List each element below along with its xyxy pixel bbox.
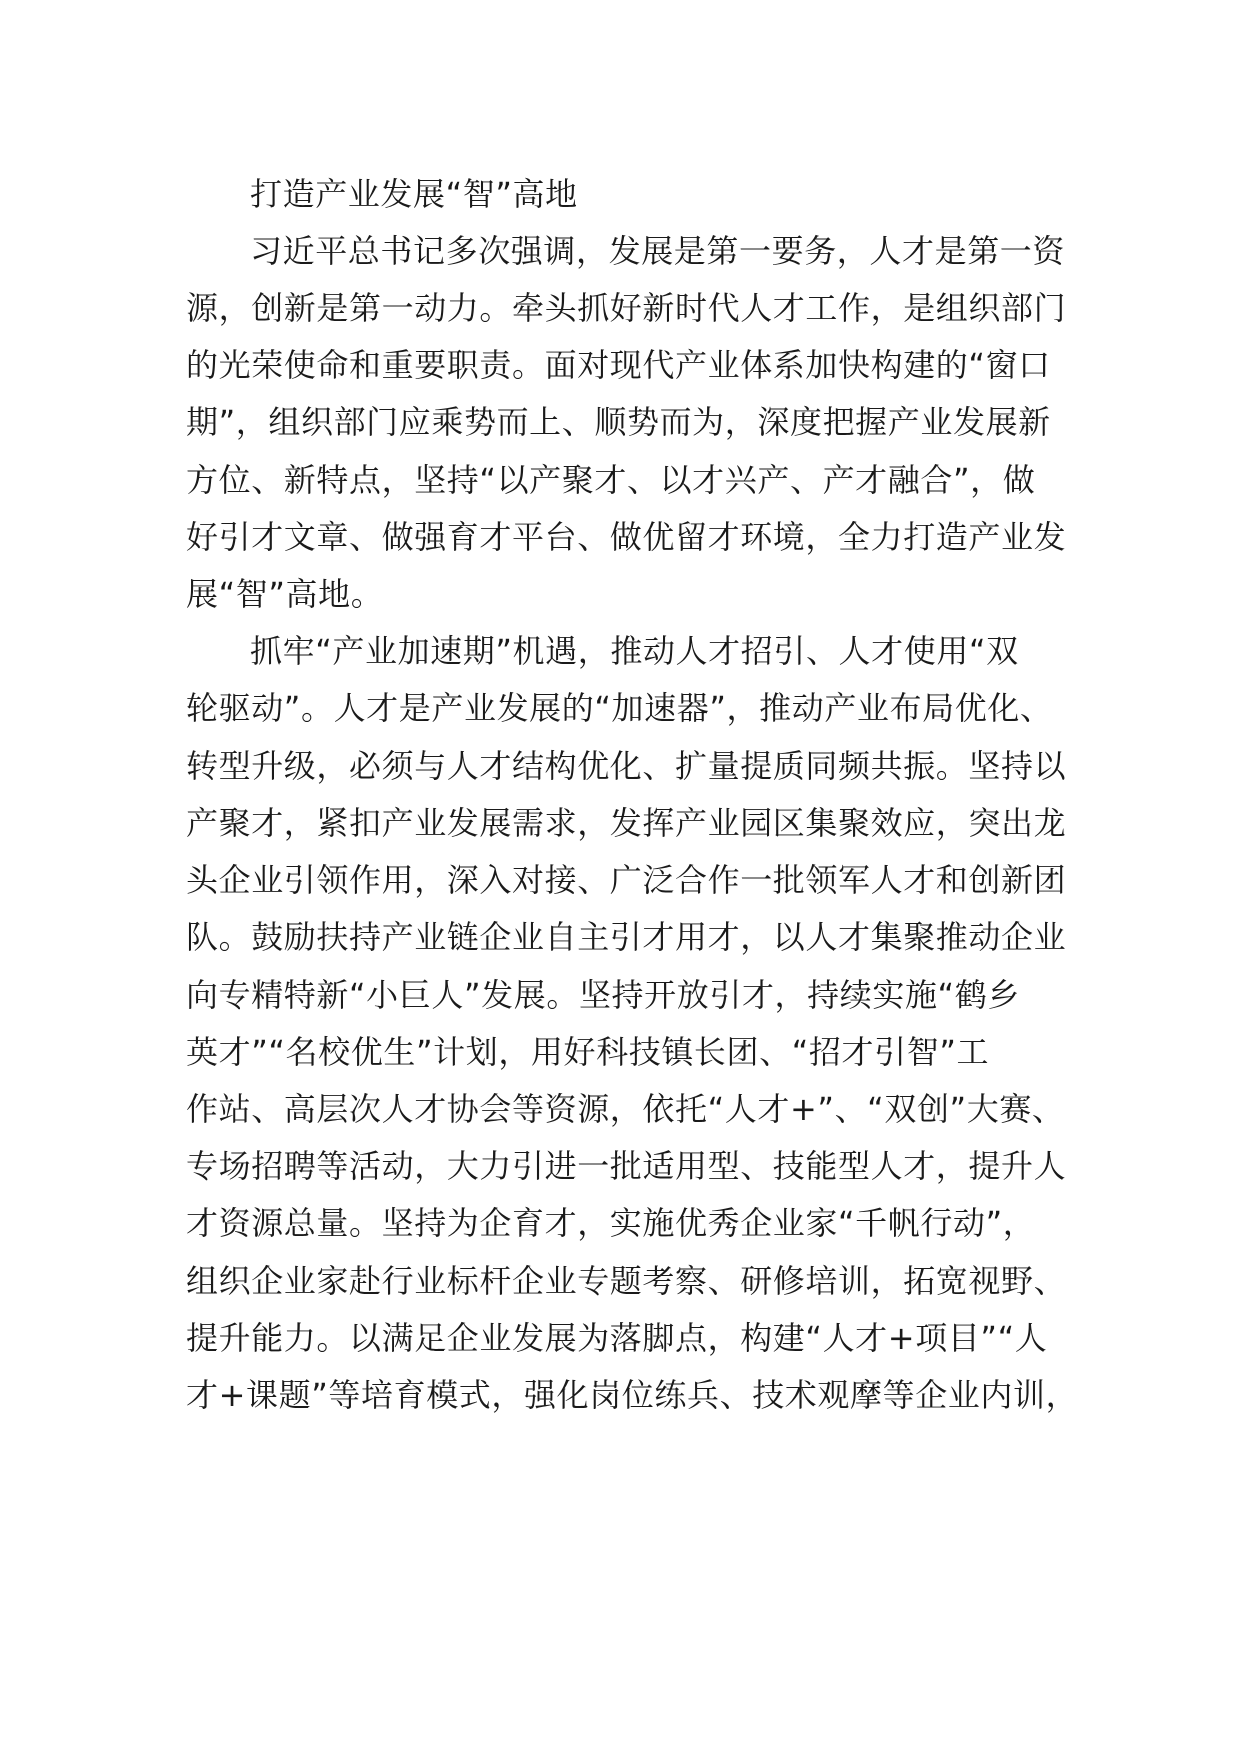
- paragraph-line: 队。鼓励扶持产业链企业自主引才用才，以人才集聚推动企业: [186, 918, 1067, 956]
- paragraph-line: 源，创新是第一动力。牵头抓好新时代人才工作，是组织部门: [186, 289, 1067, 327]
- paragraph-line: 习近平总书记多次强调，发展是第一要务，人才是第一资: [250, 232, 1066, 270]
- paragraph-line: 的光荣使命和重要职责。面对现代产业体系加快构建的“窗口: [186, 346, 1051, 384]
- document-title: 打造产业发展“智”高地: [250, 175, 578, 213]
- paragraph-line: 向专精特新“小巨人”发展。坚持开放引才，持续实施“鹤乡: [186, 976, 1020, 1014]
- paragraph-line: 提升能力。以满足企业发展为落脚点，构建“人才+项目”“人: [186, 1319, 1048, 1357]
- paragraph-line: 好引才文章、做强育才平台、做优留才环境，全力打造产业发: [186, 518, 1067, 556]
- paragraph-line: 抓牢“产业加速期”机遇，推动人才招引、人才使用“双: [250, 632, 1019, 670]
- paragraph-line: 专场招聘等活动，大力引进一批适用型、技能型人才，提升人: [186, 1147, 1067, 1185]
- paragraph-line: 头企业引领作用，深入对接、广泛合作一批领军人才和创新团: [186, 861, 1067, 899]
- paragraph-line: 作站、高层次人才协会等资源，依托“人才+”、“双创”大赛、: [186, 1090, 1065, 1128]
- paragraph-line: 期”，组织部门应乘势而上、顺势而为，深度把握产业发展新: [186, 403, 1051, 441]
- paragraph-line: 展“智”高地。: [186, 575, 384, 613]
- paragraph-line: 英才”“名校优生”计划，用好科技镇长团、“招才引智”工: [186, 1033, 990, 1071]
- paragraph-line: 方位、新特点，坚持“以产聚才、以才兴产、产才融合”，做: [186, 461, 1036, 499]
- paragraph-line: 才资源总量。坚持为企育才，实施优秀企业家“千帆行动”，: [186, 1204, 1036, 1242]
- paragraph-line: 才+课题”等培育模式，强化岗位练兵、技术观摩等企业内训，: [186, 1376, 1079, 1414]
- paragraph-line: 轮驱动”。人才是产业发展的“加速器”，推动产业布局优化、: [186, 689, 1053, 727]
- paragraph-line: 产聚才，紧扣产业发展需求，发挥产业园区集聚效应，突出龙: [186, 804, 1067, 842]
- paragraph-line: 组织企业家赴行业标杆企业专题考察、研修培训，拓宽视野、: [186, 1262, 1067, 1300]
- paragraph-line: 转型升级，必须与人才结构优化、扩量提质同频共振。坚持以: [186, 747, 1067, 785]
